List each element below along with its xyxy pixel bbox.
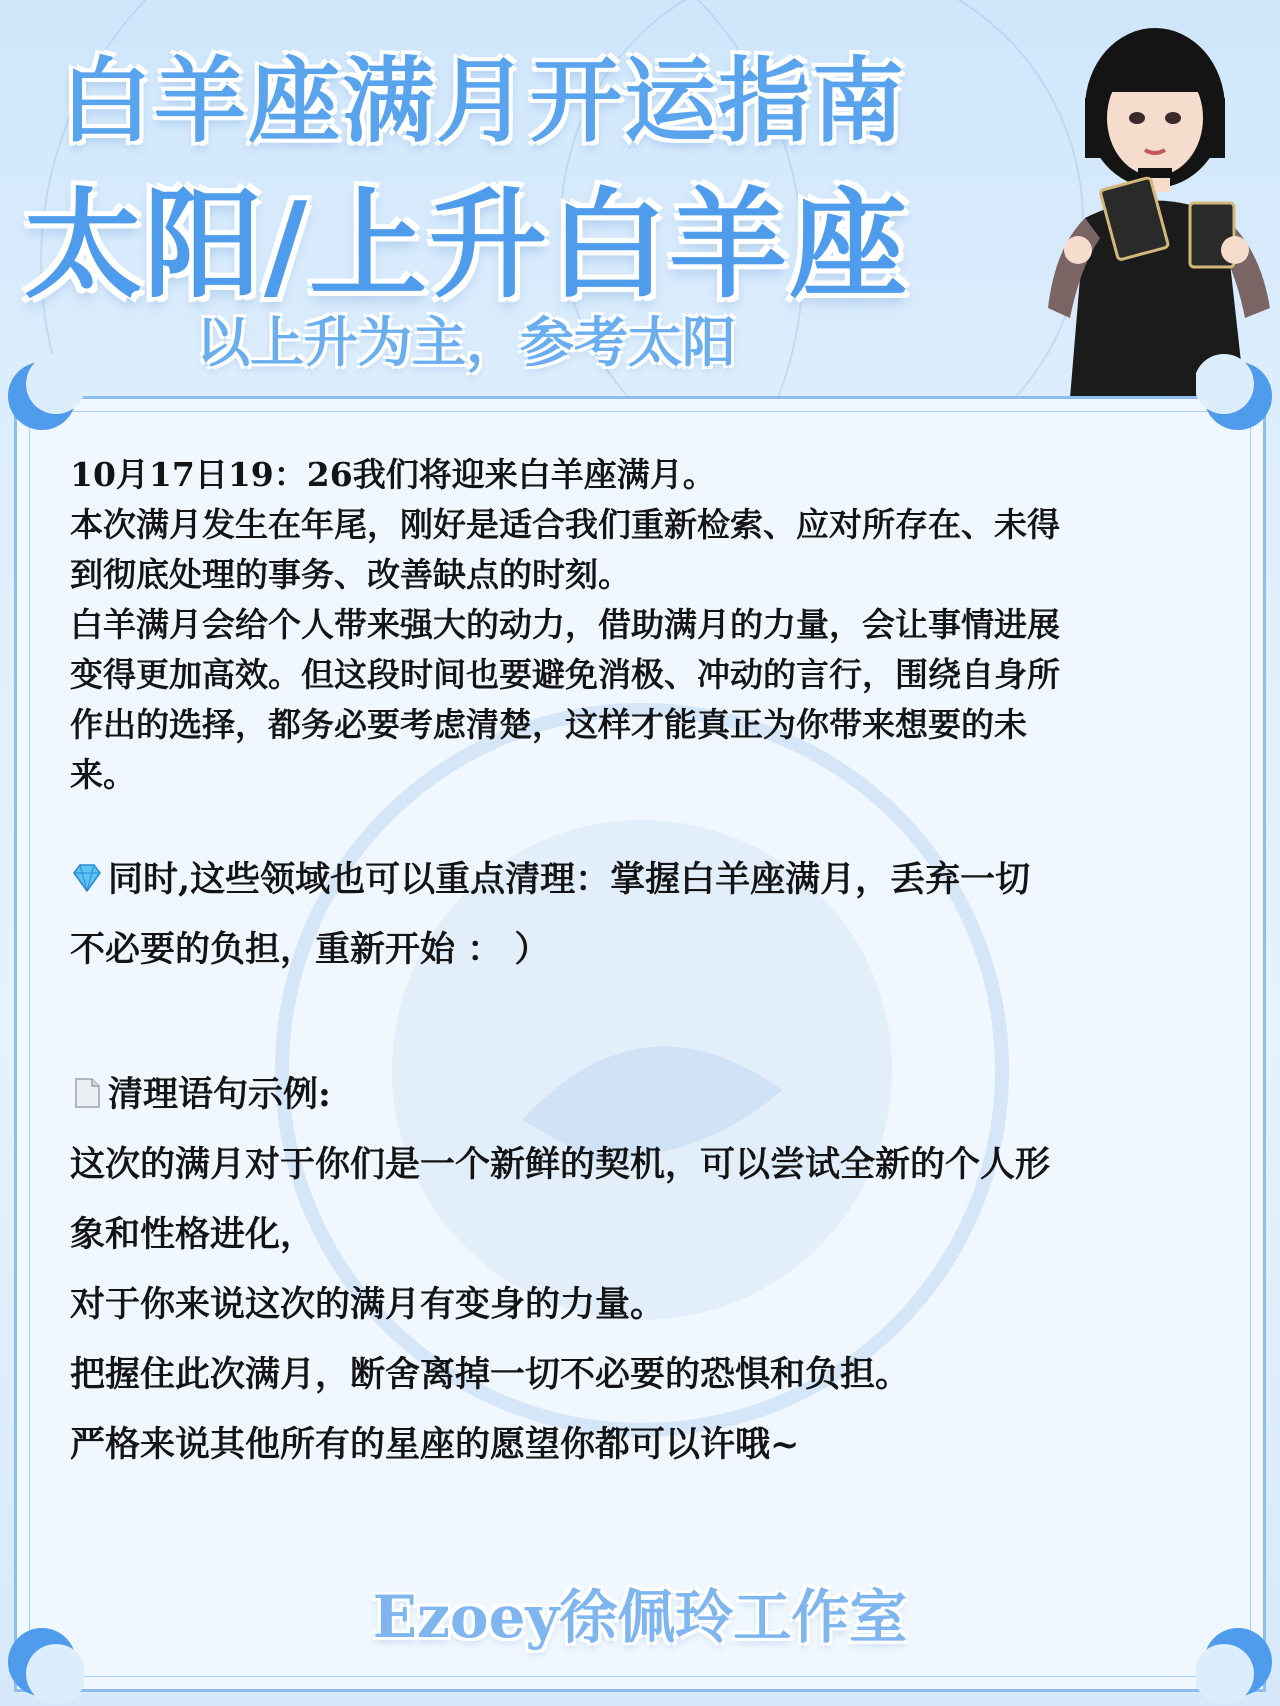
examples-section	[70, 1060, 1210, 1480]
moon-icon	[0, 354, 84, 438]
examples-heading-line	[70, 1060, 1210, 1130]
gem-icon	[70, 861, 104, 895]
studio-signature: Ezoey徐佩玲工作室	[372, 1583, 908, 1651]
avatar-illustration	[1030, 18, 1280, 398]
tip-text: 同时,这些领域也可以重点清理：掌握白羊座满月，丢弃一切	[108, 859, 1031, 900]
tip-line	[70, 845, 1210, 915]
document-icon	[70, 1076, 104, 1110]
title-line-1: 白羊座满月开运指南	[60, 48, 907, 155]
intro-line: 变得更加高效。但这段时间也要避免消极、冲动的言行，围绕自身所	[70, 655, 1060, 694]
example-line: 严格来说其他所有的星座的愿望你都可以许哦~	[70, 1424, 800, 1465]
intro-line: 来。	[70, 755, 136, 794]
title-line-2: 太阳/上升白羊座	[24, 176, 910, 314]
example-line: 象和性格进化，	[70, 1214, 316, 1255]
example-line: 把握住此次满月，断舍离掉一切不必要的恐惧和负担。	[70, 1354, 911, 1395]
intro-line: 白羊满月会给个人带来强大的动力，借助满月的力量，会让事情进展	[70, 605, 1060, 644]
intro-line: 到彻底处理的事务、改善缺点的时刻。	[70, 555, 631, 594]
moon-icon	[1196, 354, 1280, 438]
intro-line: 作出的选择，都务必要考虑清楚，这样才能真正为你带来想要的未	[70, 705, 1027, 744]
tip-paragraph	[70, 845, 1210, 985]
intro-paragraph	[70, 450, 1210, 800]
tip-line: 不必要的负担，重新开始 ： ）	[70, 929, 550, 970]
example-line: 这次的满月对于你们是一个新鲜的契机，可以尝试全新的个人形	[70, 1144, 1051, 1185]
examples-heading: 清理语句示例:	[108, 1074, 331, 1115]
intro-line: 10月17日19：26我们将迎来白羊座满月。	[70, 455, 716, 494]
example-line: 对于你来说这次的满月有变身的力量。	[70, 1284, 666, 1325]
subtitle: 以上升为主，参考太阳	[196, 311, 736, 374]
intro-line: 本次满月发生在年尾，刚好是适合我们重新检索、应对所存在、未得	[70, 505, 1060, 544]
header	[0, 0, 1280, 400]
